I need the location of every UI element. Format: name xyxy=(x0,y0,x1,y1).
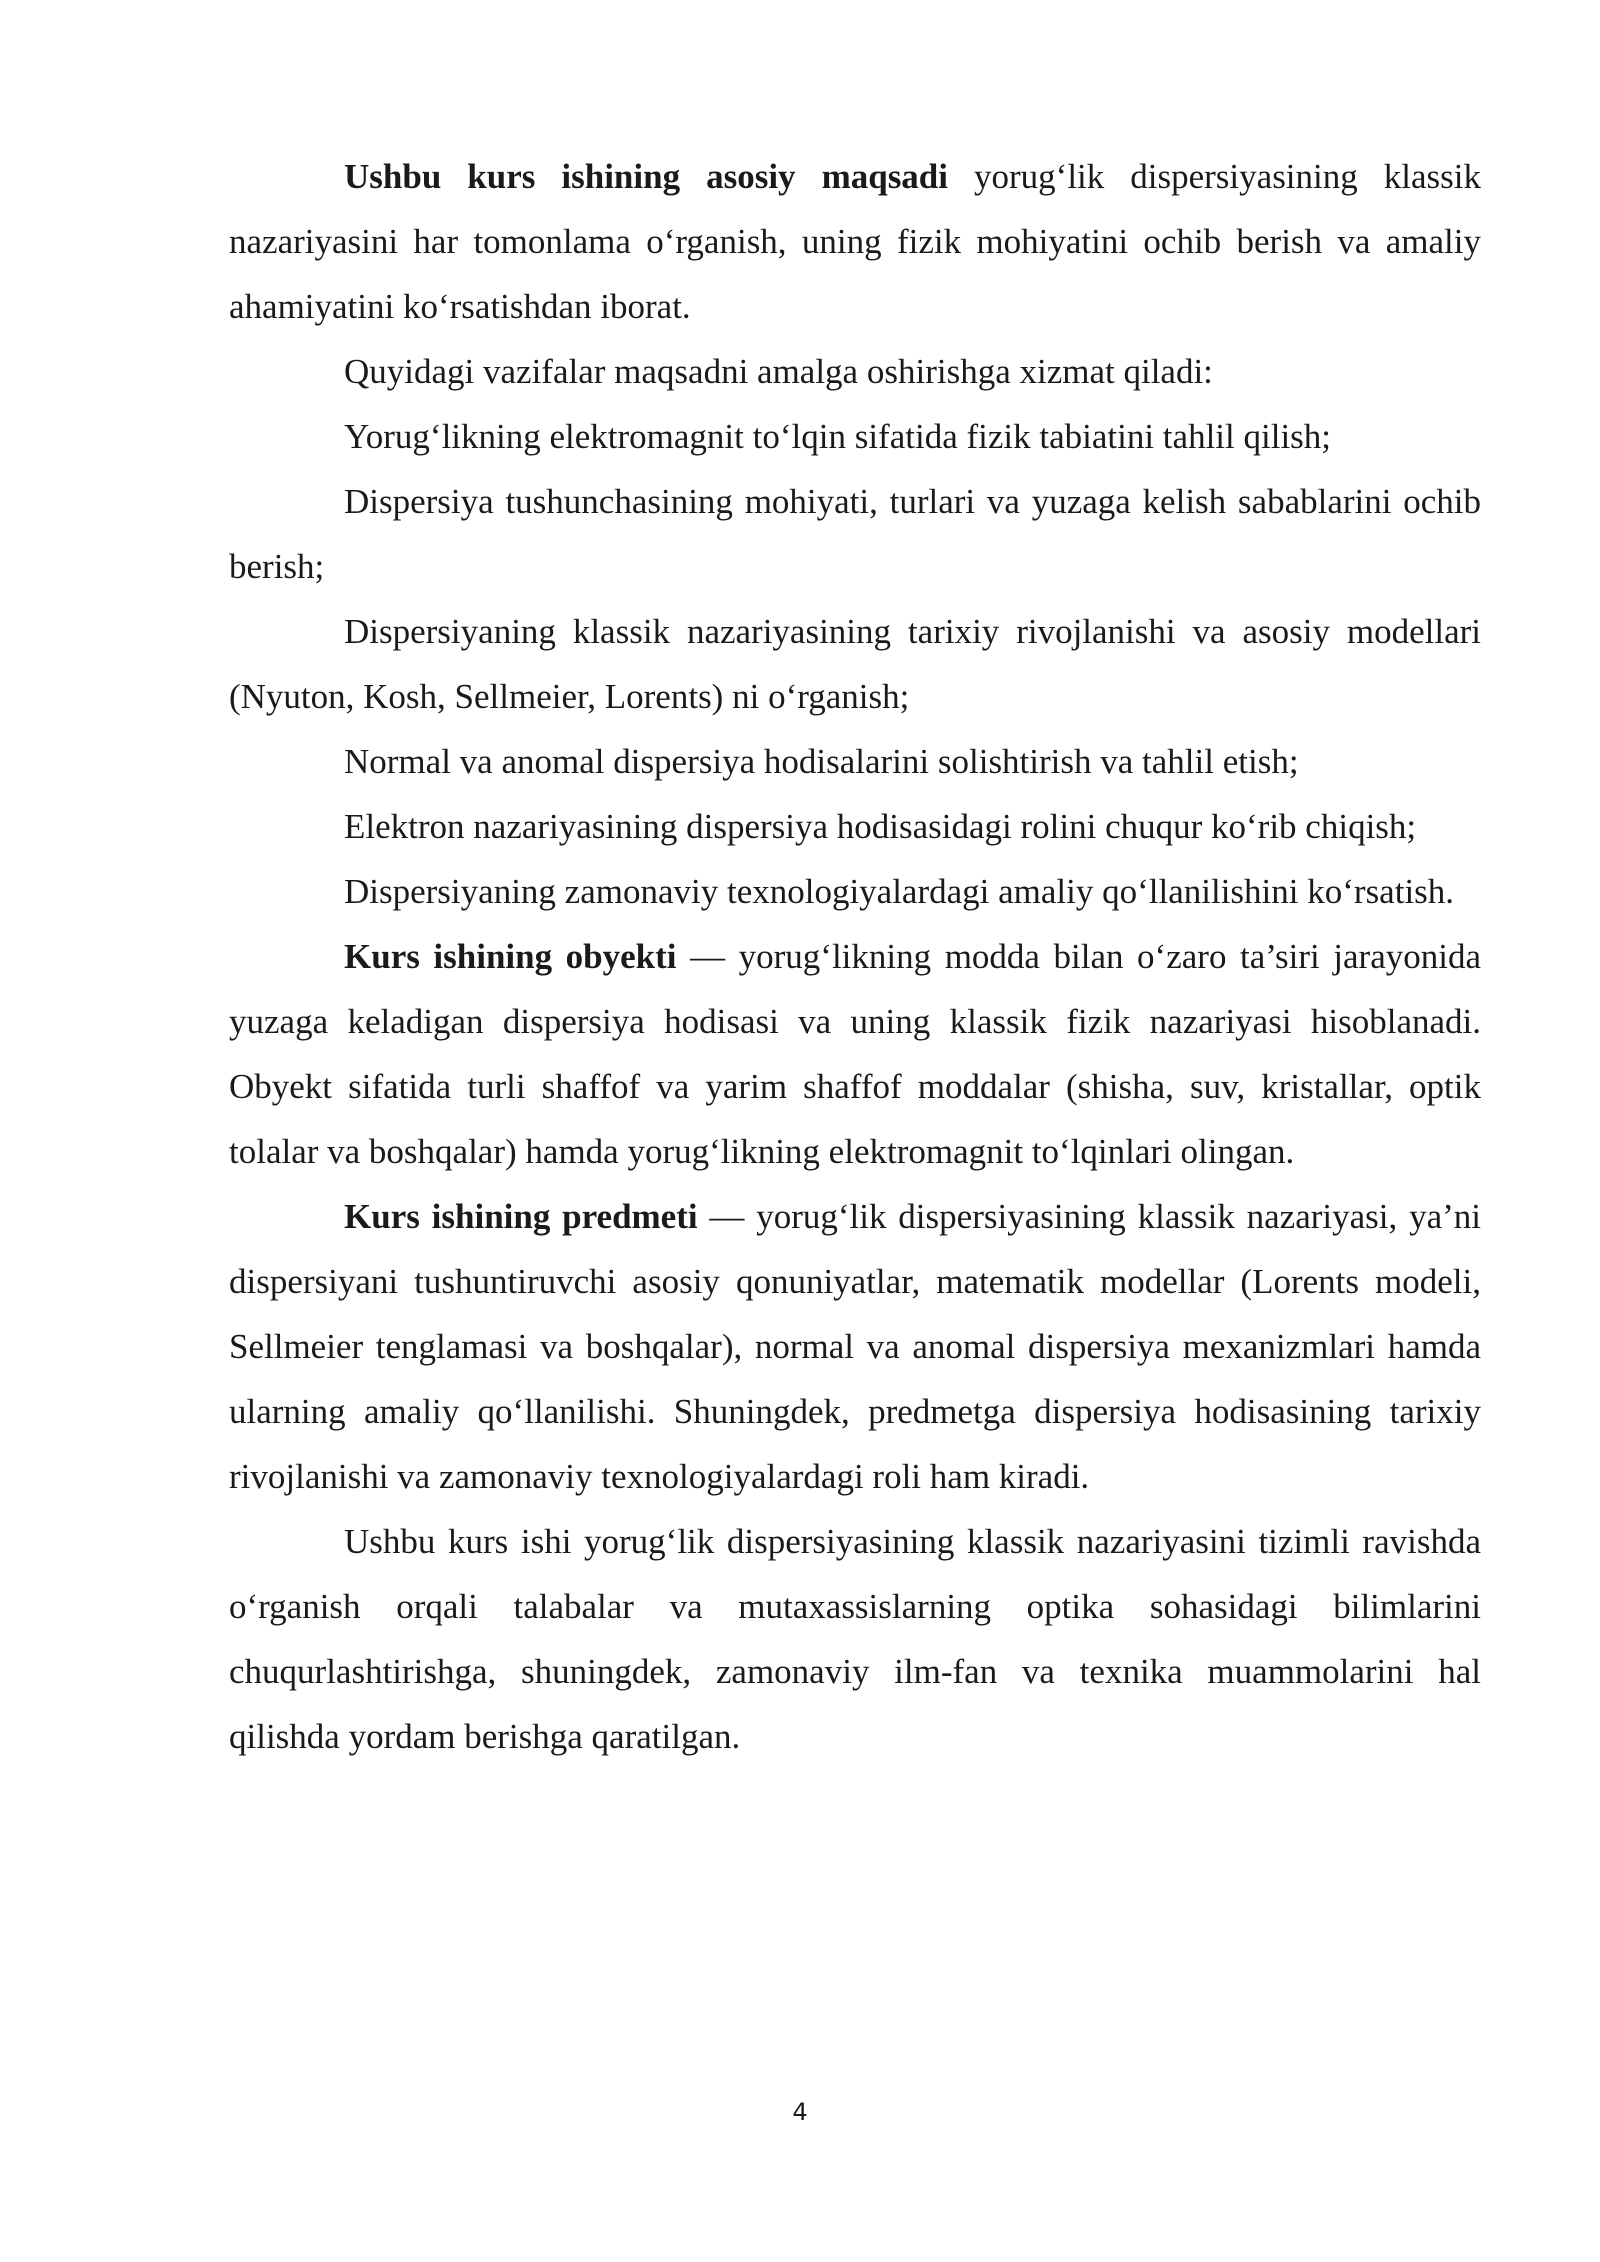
paragraph-tasks-intro xyxy=(229,339,1481,404)
task-item xyxy=(229,859,1481,924)
task-item xyxy=(229,729,1481,794)
task-item-text: Dispersiyaning zamonaviy texnologiyalardagi amaliy qo‘llanilishini ko‘rsatish. xyxy=(344,872,1455,911)
paragraph-goal xyxy=(229,144,1481,339)
task-item-text: Dispersiyaning klassik nazariyasining tarixiy rivojlanishi va asosiy modellari (Nyuton, Kosh, Sellmeier, Lorents) ni o‘rganish; xyxy=(229,612,1481,716)
paragraph-conclusion xyxy=(229,1509,1481,1769)
task-item-text: Dispersiya tushunchasining mohiyati, turlari va yuzaga kelish sabablarini ochib berish; xyxy=(229,482,1481,586)
task-item-text: Elektron nazariyasining dispersiya hodisasidagi rolini chuqur ko‘rib chiqish; xyxy=(344,807,1417,846)
paragraph-subject-lead: Kurs ishining predmeti xyxy=(344,1197,698,1236)
paragraph-tasks-intro-text: Quyidagi vazifalar maqsadni amalga oshirishga xizmat qiladi: xyxy=(344,352,1213,391)
task-item xyxy=(229,599,1481,729)
paragraph-object-lead: Kurs ishining obyekti xyxy=(344,937,677,976)
paragraph-object-text: — yorug‘likning modda bilan o‘zaro ta’siri jarayonida yuzaga keladigan dispersiya hodisasi va uning klassik fizik nazariyasi hisoblanadi. Obyekt sifatida turli shaffof va yarim shaffof moddalar (shisha, suv, kristallar, optik tolalar va boshqalar) hamda yorug‘likning elektromagnit to‘lqinlari olingan. xyxy=(229,937,1481,1171)
task-item-text: Yorug‘likning elektromagnit to‘lqin sifatida fizik tabiatini tahlil qilish; xyxy=(344,417,1332,456)
task-item xyxy=(229,404,1481,469)
paragraph-subject-text: — yorug‘lik dispersiyasining klassik nazariyasi, ya’ni dispersiyani tushuntiruvchi asosiy qonuniyatlar, matematik modellar (Lorents modeli, Sellmeier tenglamasi va boshqalar), normal va anomal dispersiya mexanizmlari hamda ularning amaliy qo‘llanilishi. Shuningdek, predmetga dispersiya hodisasining tarixiy rivojlanishi va zamonaviy texnologiyalardagi roli ham kiradi. xyxy=(229,1197,1481,1496)
paragraph-conclusion-text: Ushbu kurs ishi yorug‘lik dispersiyasining klassik nazariyasini tizimli ravishda o‘rganish orqali talabalar va mutaxassislarning optika sohasidagi bilimlarini chuqurlashtirishga, shuningdek, zamonaviy ilm-fan va texnika muammolarini hal qilishda yordam berishga qaratilgan. xyxy=(229,1522,1481,1756)
page-body xyxy=(229,144,1481,1769)
paragraph-goal-text: yorug‘lik dispersiyasining klassik nazariyasini har tomonlama o‘rganish, uning fizik mohiyatini ochib berish va amaliy ahamiyatini ko‘rsatishdan iborat. xyxy=(229,157,1481,326)
paragraph-goal-lead: Ushbu kurs ishining asosiy maqsadi xyxy=(344,157,948,196)
task-item-text: Normal va anomal dispersiya hodisalarini solishtirish va tahlil etish; xyxy=(344,742,1299,781)
task-item xyxy=(229,469,1481,599)
paragraph-object xyxy=(229,924,1481,1184)
task-item xyxy=(229,794,1481,859)
page-number: 4 xyxy=(792,2098,808,2126)
paragraph-subject xyxy=(229,1184,1481,1509)
